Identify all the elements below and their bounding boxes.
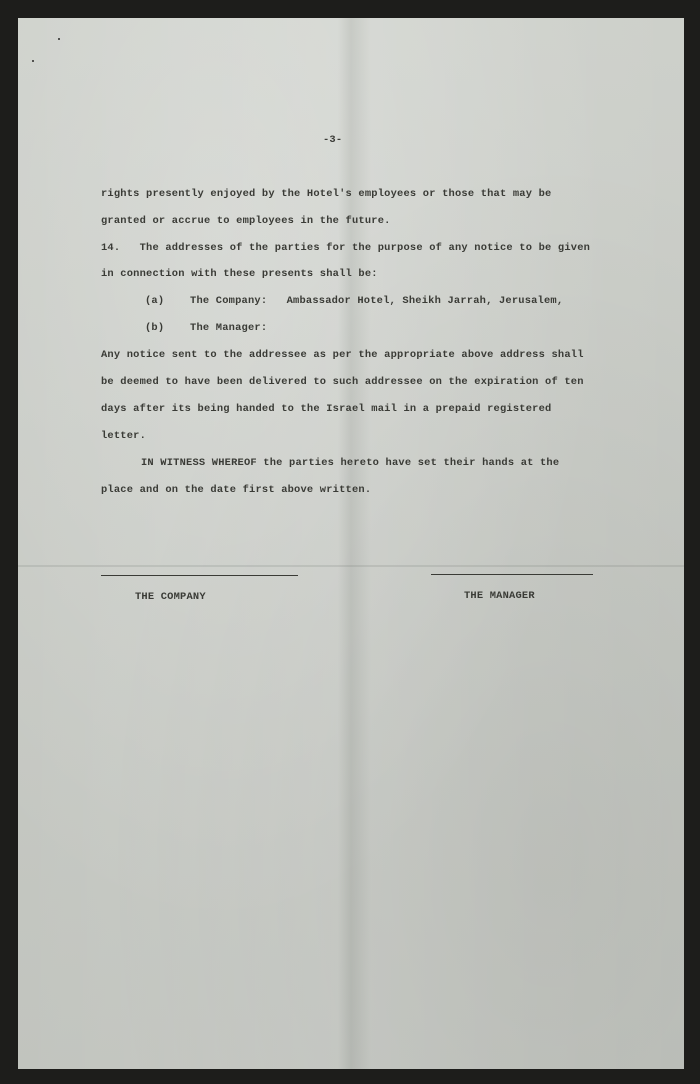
document-text <box>0 0 591 603</box>
text-line: IN WITNESS WHEREOF the parties hereto have set their hands at the <box>141 457 560 469</box>
text-line: days after its being handed to the Israel mail in a prepaid registered <box>101 403 552 415</box>
text-line: in connection with these presents shall be: <box>101 268 378 280</box>
text-line: rights presently enjoyed by the Hotel's employees or those that may be <box>101 188 552 200</box>
paper-fold <box>18 565 684 567</box>
manager-signature-line <box>431 574 593 575</box>
page-number: -3- <box>323 134 343 146</box>
text-line: be deemed to have been delivered to such addressee on the expiration of ten <box>101 376 584 388</box>
text-line: (a) The Company: Ambassador Hotel, Sheikh Jarrah, Jerusalem, <box>145 295 564 307</box>
text-line: letter. <box>101 430 147 442</box>
text-line: (b) The Manager: <box>145 322 268 334</box>
text-line: 14. The addresses of the parties for the purpose of any notice to be given <box>101 242 591 254</box>
text-line: Any notice sent to the addressee as per the appropriate above address shall <box>101 349 584 361</box>
text-line: granted or accrue to employees in the future. <box>101 215 391 227</box>
paper-speck <box>32 60 34 62</box>
company-signature-label: THE COMPANY <box>135 591 206 603</box>
manager-signature-label: THE MANAGER <box>464 590 535 602</box>
paper-speck <box>58 38 60 40</box>
document-page <box>18 18 684 1069</box>
company-signature-line <box>101 575 298 576</box>
text-line: place and on the date first above written. <box>101 484 372 496</box>
